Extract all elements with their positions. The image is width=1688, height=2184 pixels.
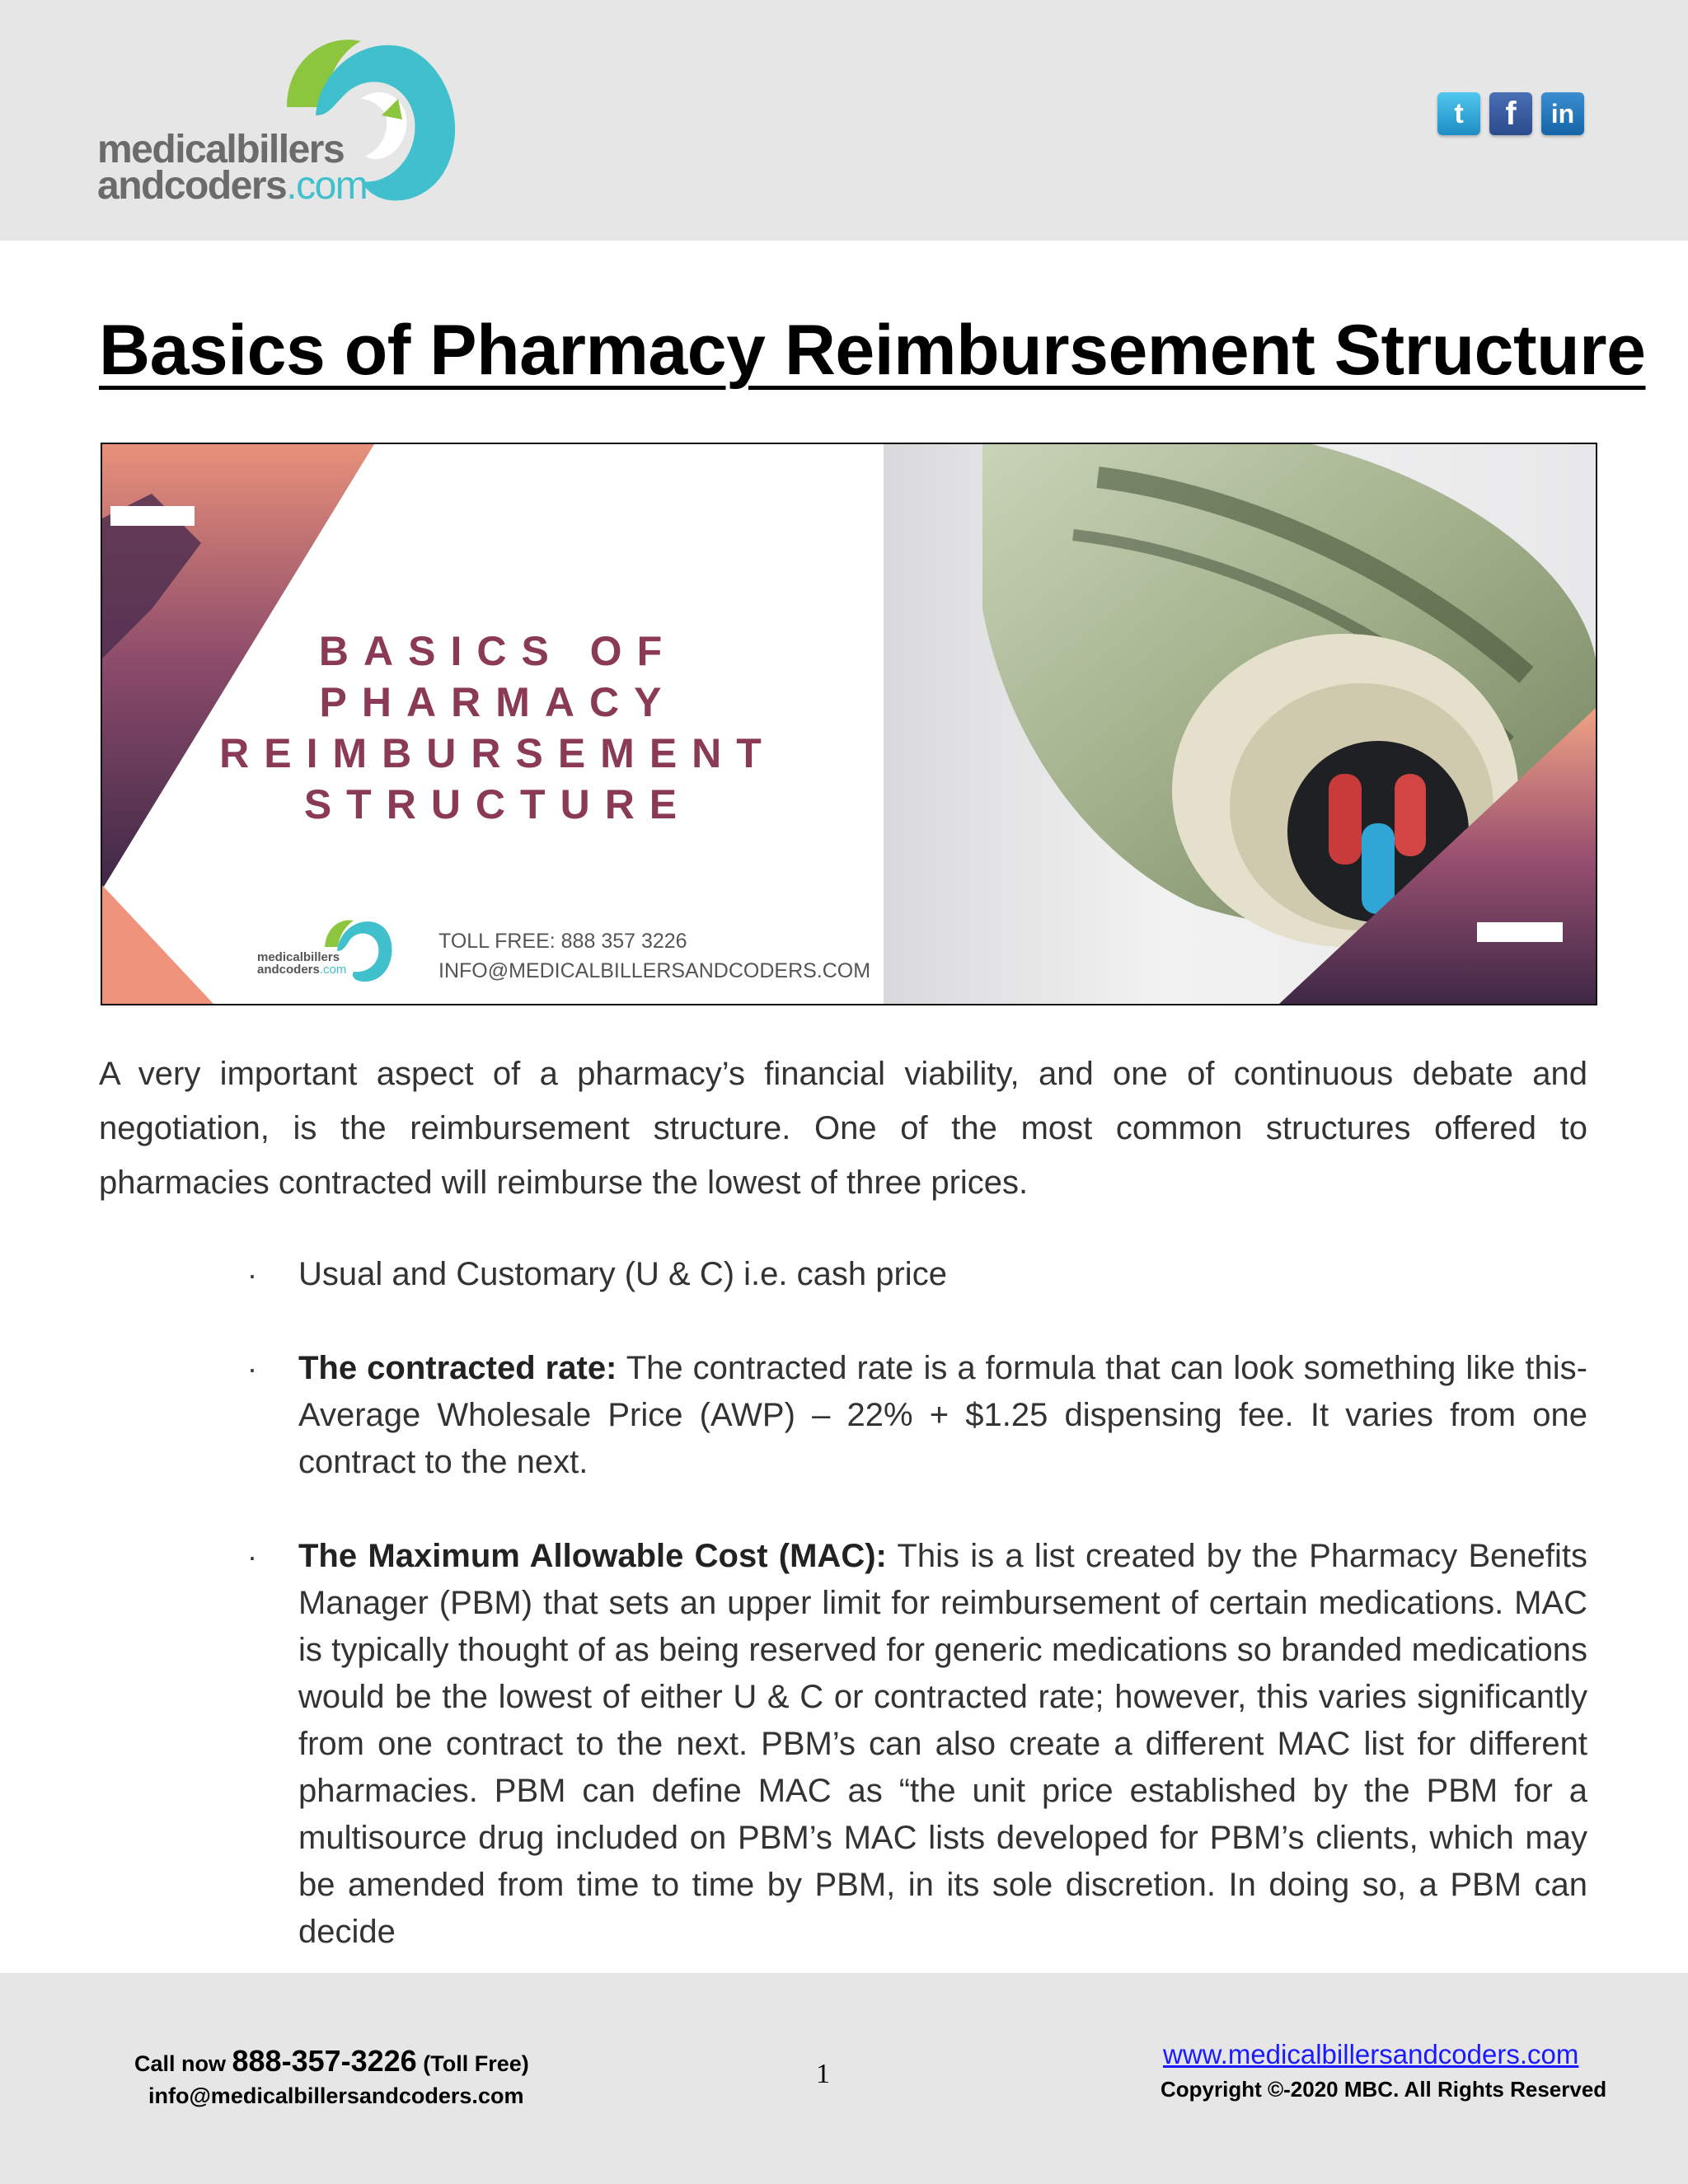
logo-line-2 bbox=[97, 164, 368, 208]
facebook-glyph: f bbox=[1505, 95, 1517, 132]
twitter-glyph: t bbox=[1454, 97, 1464, 129]
logo-suffix: .com bbox=[286, 164, 368, 208]
footer-call-suffix: (Toll Free) bbox=[416, 2051, 529, 2076]
banner-contact bbox=[438, 926, 870, 986]
intro-paragraph: A very important aspect of a pharmacy’s financial viability, and one of continuous debate and negotiation, is the reimbursement structure. One of the most common structures offered to pharmacies contracted will reimburse the lowest of three prices. bbox=[99, 1056, 1587, 1201]
linkedin-glyph: in bbox=[1550, 98, 1575, 129]
banner-logo-line-2 bbox=[257, 963, 346, 976]
footer-copyright: Copyright ©-2020 MBC. All Rights Reserved bbox=[1160, 2077, 1607, 2102]
banner-title-line: BASICS OF bbox=[318, 628, 678, 674]
banner-title bbox=[209, 626, 786, 830]
footer-phone[interactable]: 888-357-3226 bbox=[232, 2044, 417, 2078]
facebook-icon[interactable] bbox=[1489, 92, 1532, 135]
banner-logo-suffix: .com bbox=[319, 963, 347, 977]
list-item-bold: The contracted rate: bbox=[298, 1350, 617, 1386]
list-item bbox=[298, 1251, 1587, 1298]
banner-title-line: STRUCTURE bbox=[303, 781, 692, 827]
banner-logo-line-2-text: andcoders bbox=[257, 963, 320, 977]
list-item-text: Usual and Customary (U & C) i.e. cash price bbox=[298, 1256, 947, 1292]
footer-website-link[interactable]: www.medicalbillersandcoders.com bbox=[1163, 2039, 1579, 2069]
banner-title-line: REIMBURSEMENT bbox=[219, 730, 776, 776]
list-item bbox=[298, 1533, 1587, 1956]
list-item-text: The contracted rate is a formula that can look something like this- Average Wholesale Price (AWP) – 22% + $1.25 dispensing fee. It varies from one contract to the next. bbox=[298, 1350, 1587, 1480]
money-roll-image bbox=[884, 444, 1596, 1004]
bullet-glyph: · bbox=[247, 1540, 257, 1573]
banner-logo-wordmark bbox=[257, 951, 346, 976]
banner-title-line: PHARMACY bbox=[319, 679, 677, 725]
banner-image bbox=[101, 443, 1597, 1005]
banner-logo-line-1: medicalbillers bbox=[257, 950, 340, 964]
bullet-glyph: · bbox=[247, 1352, 257, 1385]
logo-wordmark bbox=[97, 128, 368, 208]
list-item-bold: The Maximum Allowable Cost (MAC): bbox=[298, 1538, 887, 1574]
logo-line-1: medicalbillers bbox=[97, 128, 345, 171]
twitter-icon[interactable] bbox=[1437, 92, 1480, 135]
list-item bbox=[298, 1345, 1587, 1486]
footer-call-prefix: Call now bbox=[134, 2051, 232, 2076]
company-logo[interactable] bbox=[97, 33, 485, 214]
logo-line-2-text: andcoders bbox=[97, 164, 287, 208]
bullet-glyph: · bbox=[247, 1258, 257, 1291]
page-title: Basics of Pharmacy Reimbursement Structure bbox=[99, 311, 1646, 390]
banner-email: INFO@MEDICALBILLERSANDCODERS.COM bbox=[438, 959, 871, 982]
page-number: 1 bbox=[816, 2059, 830, 2089]
footer-call bbox=[134, 2044, 529, 2079]
banner-left-panel bbox=[102, 444, 884, 1004]
banner-photo-panel bbox=[884, 444, 1596, 1004]
linkedin-icon[interactable] bbox=[1541, 92, 1584, 135]
list-item-text: This is a list created by the Pharmacy Benefits Manager (PBM) that sets an upper limit for reimbursement of certain medications. MAC is typically thought of as being reserved for generic medications so branded medications would be the lowest of either U & C or contracted rate; however, this varies significantly from one contract to the next. PBM’s can also create a different MAC list for different pharmacies. PBM can define MAC as “the unit price established by the PBM for a multisource drug included on PBM’s MAC lists developed for PBM’s clients, which may be amended from time to time by PBM, in its sole discretion. In doing so, a PBM can decide bbox=[298, 1538, 1587, 1950]
footer-email[interactable]: info@medicalbillersandcoders.com bbox=[148, 2083, 524, 2108]
banner-toll-free: TOLL FREE: 888 357 3226 bbox=[438, 930, 687, 953]
